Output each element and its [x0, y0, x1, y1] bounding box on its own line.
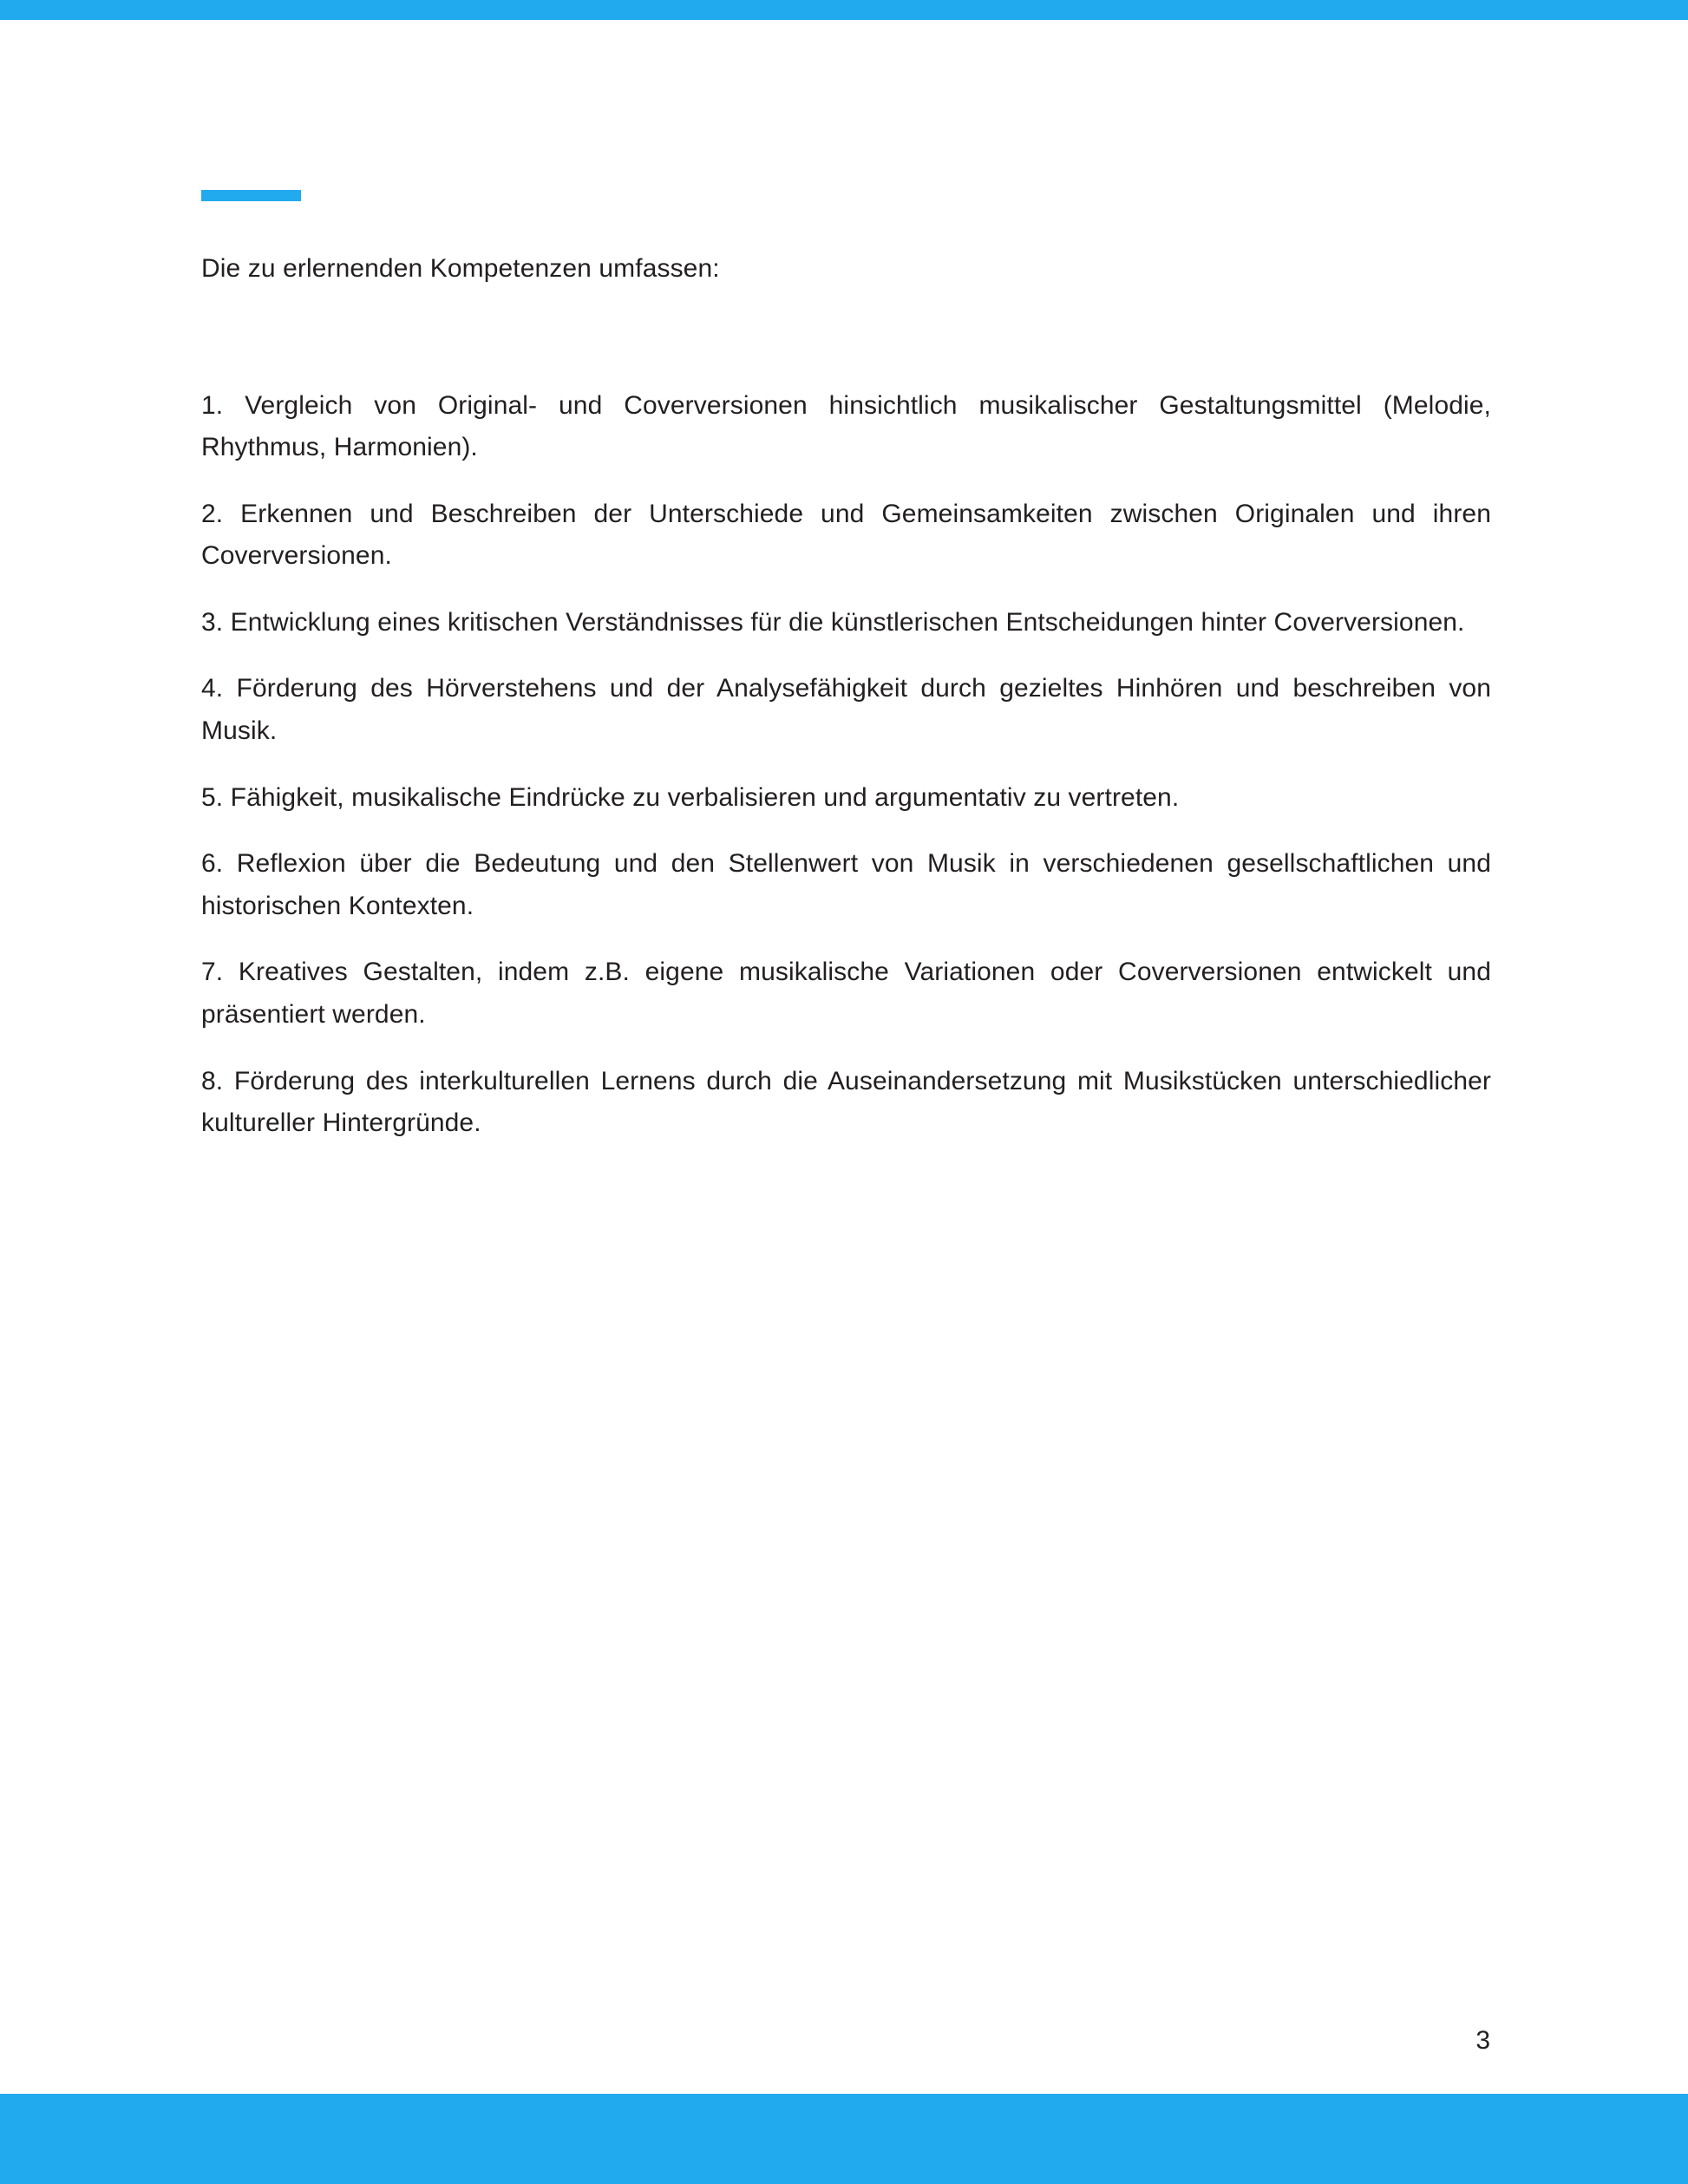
- bottom-accent-bar: [0, 2094, 1688, 2184]
- list-item: 3. Entwicklung eines kritischen Verständnisses für die künstlerischen Entscheidungen hinter Coverversionen.: [201, 607, 1465, 637]
- list-item: 8. Förderung des interkulturellen Lernens durch die Auseinandersetzung mit Musikstücken unterschiedlicher kultureller Hintergründe.: [201, 1066, 1491, 1138]
- top-accent-bar: [0, 0, 1688, 20]
- page-number: 3: [1475, 2026, 1490, 2055]
- list-item: 1. Vergleich von Original- und Coverversionen hinsichtlich musikalischer Gestaltungsmittel (Melodie, Rhythmus, Harmonien).: [201, 390, 1491, 462]
- page-content: [201, 250, 1491, 1145]
- intro-paragraph: Die zu erlernenden Kompetenzen umfassen:: [201, 254, 720, 283]
- section-accent-rule: [201, 190, 301, 201]
- list-item: 2. Erkennen und Beschreiben der Unterschiede und Gemeinsamkeiten zwischen Originalen und ihren Coverversionen.: [201, 499, 1491, 571]
- list-item: 5. Fähigkeit, musikalische Eindrücke zu verbalisieren und argumentativ zu vertreten.: [201, 782, 1180, 812]
- list-item: 7. Kreatives Gestalten, indem z.B. eigene musikalische Variationen oder Coverversionen entwickelt und präsentiert werden.: [201, 958, 1491, 1030]
- list-item: 4. Förderung des Hörverstehens und der Analysefähigkeit durch gezieltes Hinhören und beschreiben von Musik.: [201, 674, 1491, 746]
- list-item: 6. Reflexion über die Bedeutung und den Stellenwert von Musik in verschiedenen gesellschaftlichen und historischen Kontexten.: [201, 849, 1491, 920]
- competency-list: [201, 385, 1491, 1145]
